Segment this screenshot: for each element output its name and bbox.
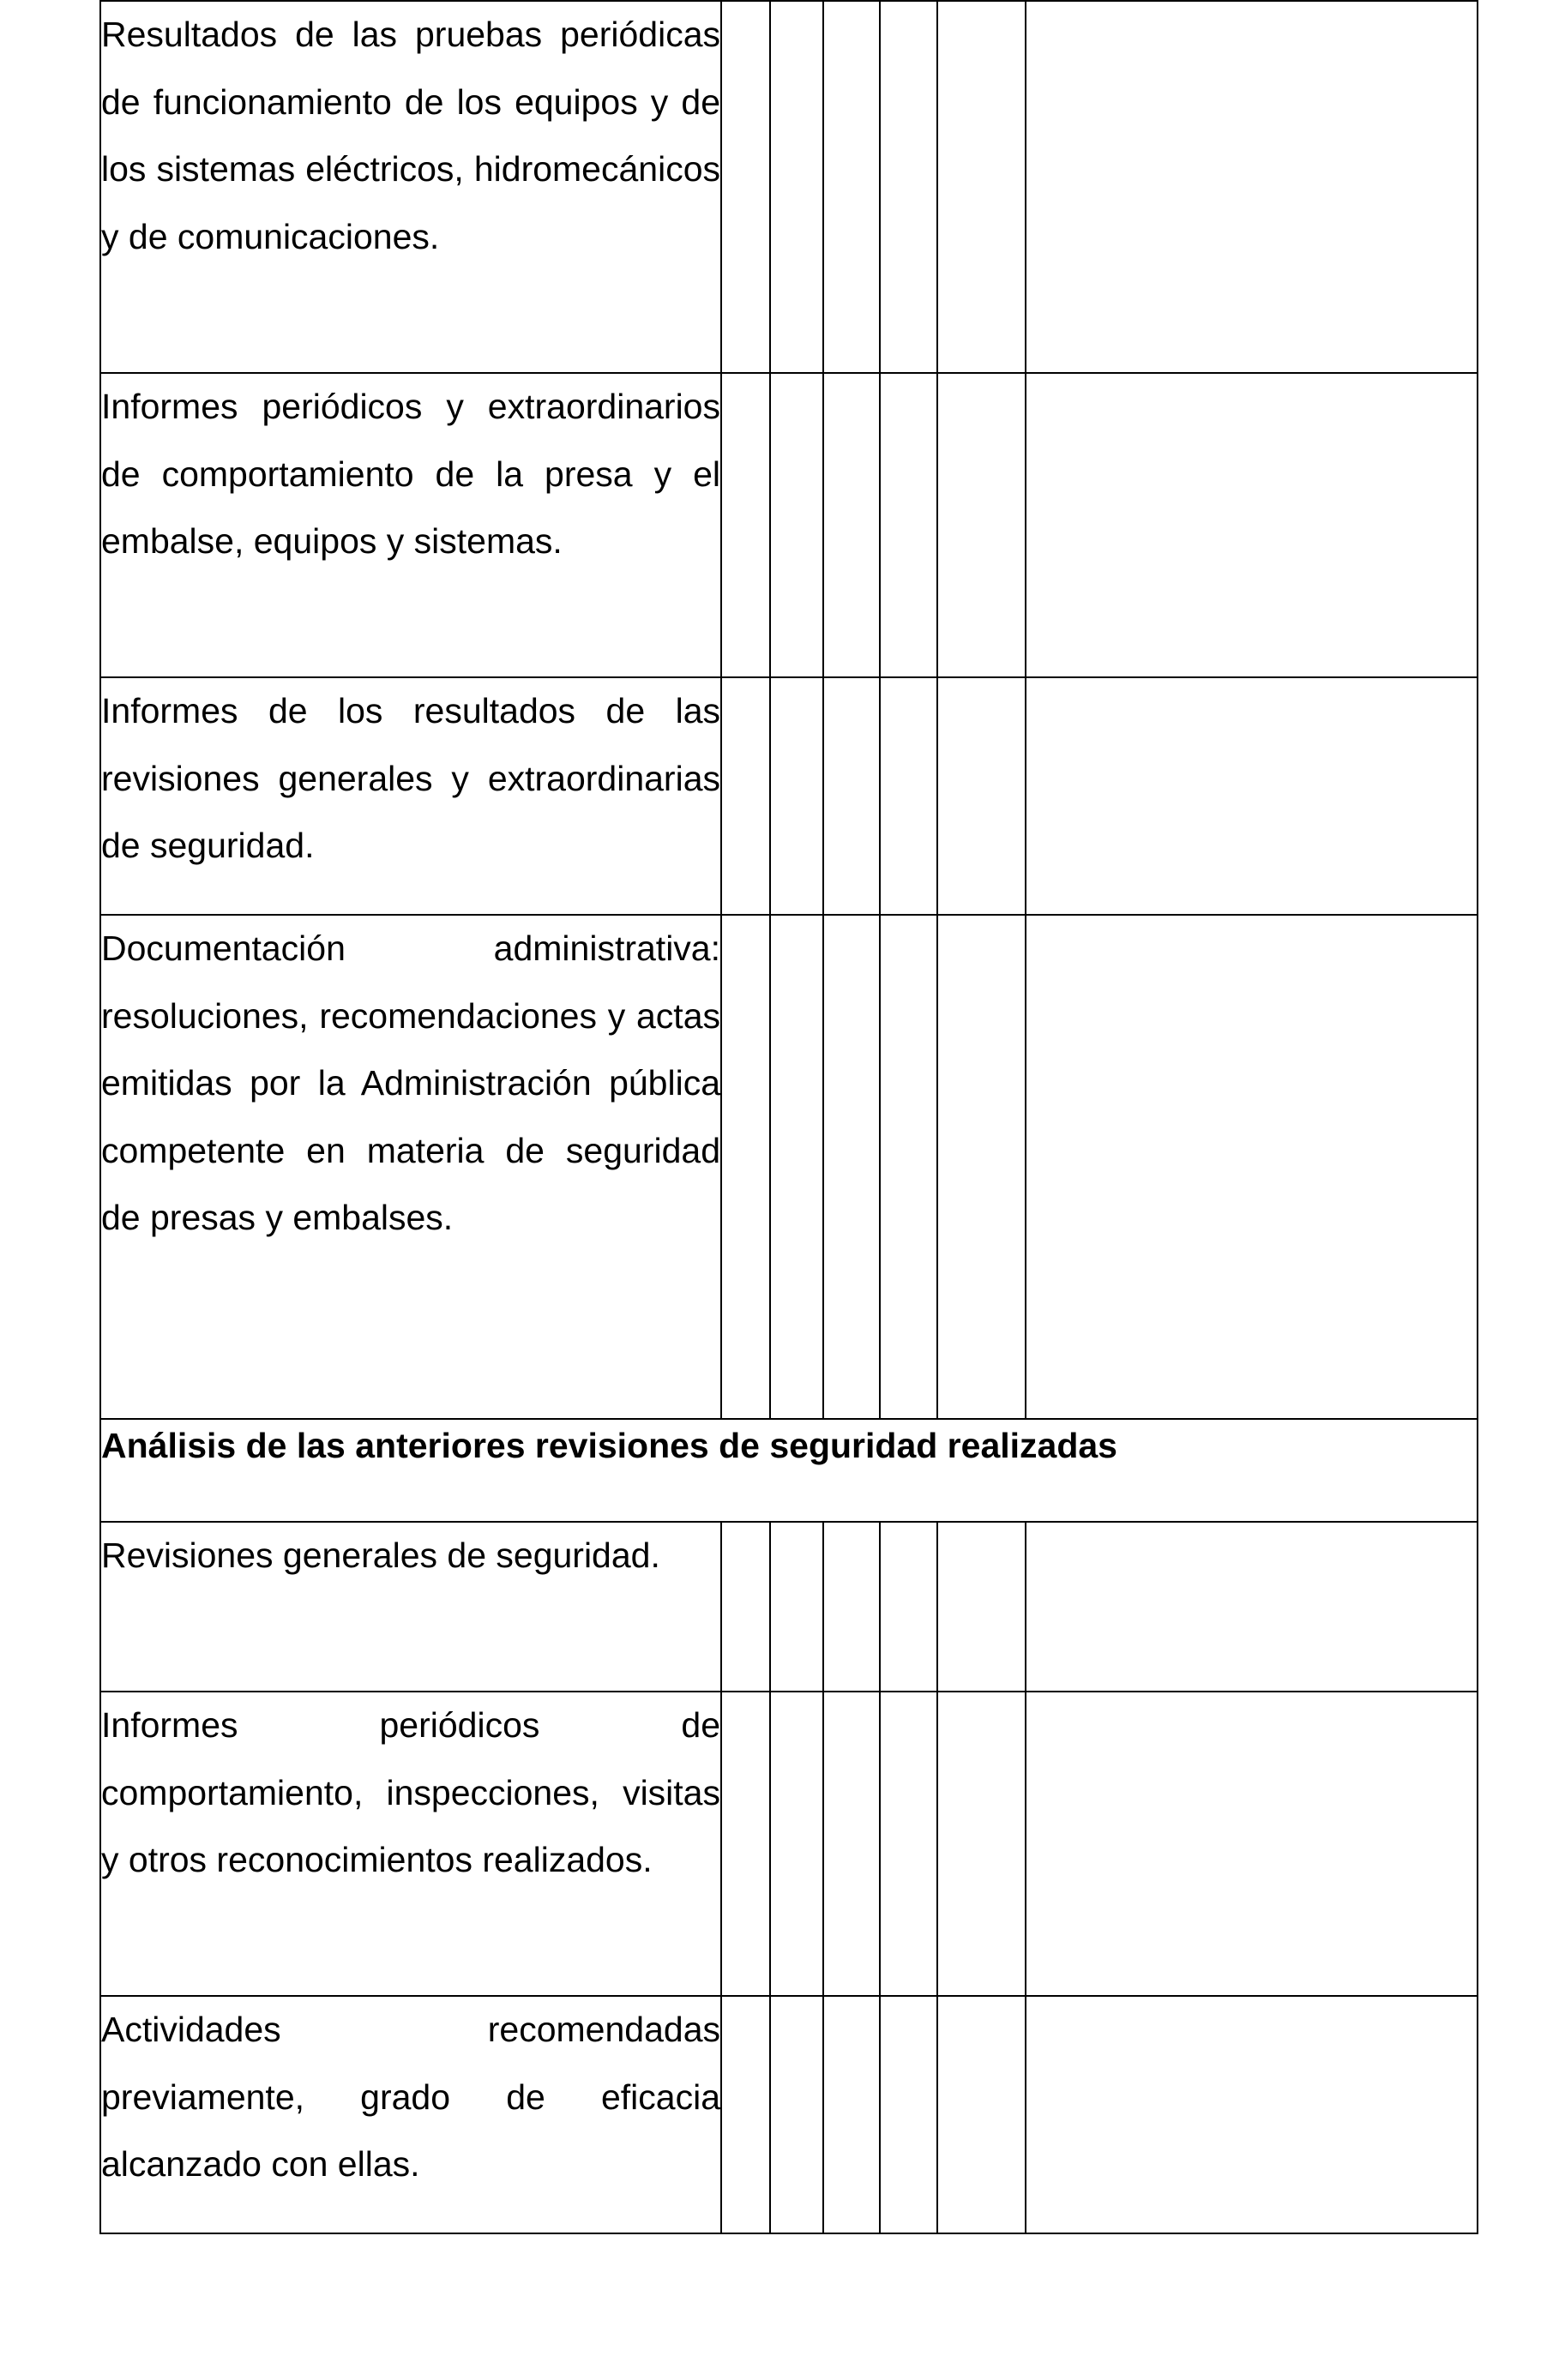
check-cell [937, 915, 1026, 1419]
check-cell [937, 1, 1026, 373]
check-cell [880, 1692, 937, 1996]
check-cell [721, 373, 770, 677]
item-text: Revisiones generales de seguridad. [101, 1536, 660, 1575]
check-cell [770, 1692, 823, 1996]
section-header-cell [100, 1419, 1478, 1522]
check-cell [721, 1, 770, 373]
table-row [100, 915, 1478, 1419]
check-cell [937, 677, 1026, 915]
check-cell [770, 1996, 823, 2233]
check-cell [880, 677, 937, 915]
check-cell [770, 1, 823, 373]
check-cell [823, 1, 880, 373]
check-cell [770, 915, 823, 1419]
check-cell [721, 677, 770, 915]
item-text: Informes de los resultados de las revisiones generales y extraordinarias de seguridad. [101, 691, 720, 865]
check-cell [823, 1522, 880, 1692]
item-description-cell [100, 677, 721, 915]
check-cell [770, 1522, 823, 1692]
check-cell [770, 677, 823, 915]
check-cell [823, 915, 880, 1419]
check-cell [770, 373, 823, 677]
item-text: Informes periódicos y extraordinarios de comportamiento de la presa y el embalse, equipos y sistemas. [101, 387, 720, 561]
check-cell [937, 1522, 1026, 1692]
table-row [100, 677, 1478, 915]
observations-cell [1026, 1996, 1478, 2233]
observations-cell [1026, 677, 1478, 915]
item-description-cell [100, 1522, 721, 1692]
check-cell [880, 1, 937, 373]
item-description-cell [100, 915, 721, 1419]
table-row [100, 1522, 1478, 1692]
check-cell [823, 1996, 880, 2233]
observations-cell [1026, 1522, 1478, 1692]
check-cell [880, 1522, 937, 1692]
observations-cell [1026, 1692, 1478, 1996]
check-cell [721, 1996, 770, 2233]
check-cell [823, 373, 880, 677]
item-text: Documentación administrativa: resoluciones, recomendaciones y actas emitidas por la Administración pública competente en materia de seguridad de presas y embalses. [101, 929, 720, 1237]
check-cell [880, 915, 937, 1419]
check-cell [880, 373, 937, 677]
observations-cell [1026, 1, 1478, 373]
item-description-cell [100, 1692, 721, 1996]
check-cell [721, 1522, 770, 1692]
table-row [100, 1692, 1478, 1996]
check-cell [721, 915, 770, 1419]
table-row [100, 1996, 1478, 2233]
observations-cell [1026, 373, 1478, 677]
section-header-row [100, 1419, 1478, 1522]
table-row [100, 373, 1478, 677]
item-text: Resultados de las pruebas periódicas de funcionamiento de los equipos y de los sistemas eléctricos, hidromecánicos y de comunicaciones. [101, 15, 720, 256]
item-description-cell [100, 373, 721, 677]
item-description-cell [100, 1, 721, 373]
item-text: Informes periódicos de comportamiento, inspecciones, visitas y otros reconocimientos realizados. [101, 1705, 720, 1879]
table-row [100, 1, 1478, 373]
item-description-cell [100, 1996, 721, 2233]
observations-cell [1026, 915, 1478, 1419]
check-cell [880, 1996, 937, 2233]
check-cell [823, 1692, 880, 1996]
section-title: Análisis de las anteriores revisiones de seguridad realizadas [101, 1426, 1117, 1465]
item-text: Actividades recomendadas previamente, grado de eficacia alcanzado con ellas. [101, 2010, 720, 2184]
check-cell [721, 1692, 770, 1996]
check-cell [823, 677, 880, 915]
check-cell [937, 1996, 1026, 2233]
checklist-table [99, 0, 1478, 2234]
check-cell [937, 1692, 1026, 1996]
check-cell [937, 373, 1026, 677]
